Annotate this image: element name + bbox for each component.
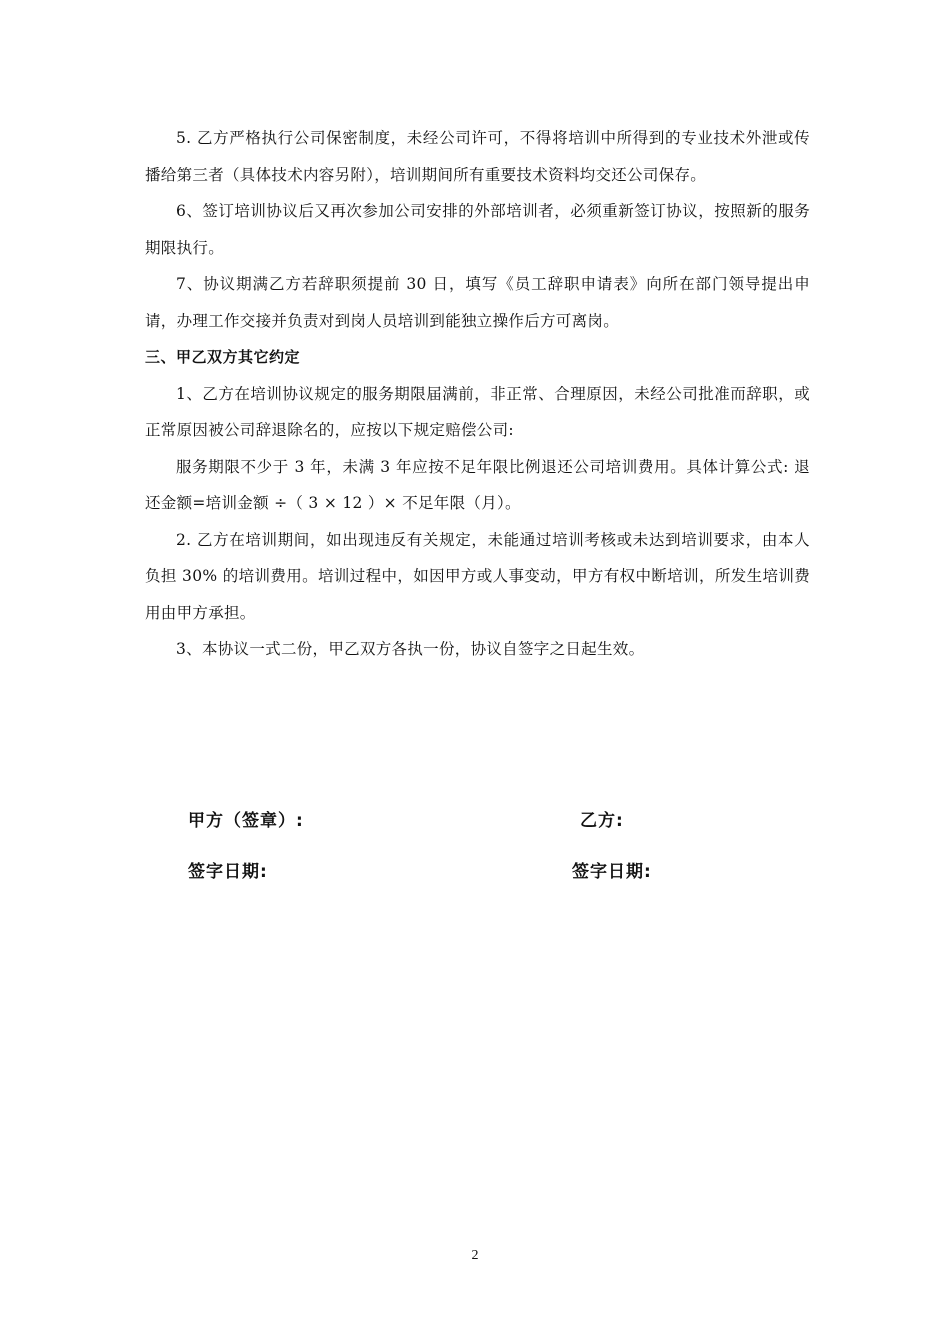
party-a-sign-date-label: 签字日期: — [188, 862, 268, 882]
party-b-sign-date-label: 签字日期: — [572, 862, 652, 882]
refund-formula-paragraph: 服务期限不少于 3 年，未满 3 年应按不足年限比例退还公司培训费用。具体计算公式: 退还金额=培训金额 ÷（ 3 × 12 ）× 不足年限（月）。 — [145, 457, 810, 512]
section-heading: 三、甲乙双方其它约定 — [145, 348, 301, 366]
page-number: 2 — [471, 1248, 479, 1263]
other-clause-2-paragraph: 2. 乙方在培训期间，如出现违反有关规定，未能通过培训考核或未达到培训要求，由本人负担 30% 的培训费用。培训过程中，如因甲方或人事变动，甲方有权中断培训，所发生培训费用由甲方承担。 — [145, 530, 810, 622]
document-body — [145, 120, 810, 668]
party-a-signature-label: 甲方（签章）: — [188, 811, 304, 831]
party-b-signature-label: 乙方: — [580, 811, 624, 831]
other-clause-1-paragraph: 1、乙方在培训协议规定的服务期限届满前，非正常、合理原因，未经公司批准而辞职，或正常原因被公司辞退除名的，应按以下规定赔偿公司: — [145, 384, 810, 439]
clause-6-paragraph: 6、签订培训协议后又再次参加公司安排的外部培训者，必须重新签订协议，按照新的服务期限执行。 — [145, 202, 810, 257]
other-clause-3-paragraph: 3、本协议一式二份，甲乙双方各执一份，协议自签字之日起生效。 — [176, 640, 645, 658]
clause-5-paragraph: 5. 乙方严格执行公司保密制度，未经公司许可，不得将培训中所得到的专业技术外泄或传播给第三者（具体技术内容另附），培训期间所有重要技术资料均交还公司保存。 — [145, 129, 810, 184]
clause-7-paragraph: 7、协议期满乙方若辞职须提前 30 日，填写《员工辞职申请表》向所在部门领导提出申请，办理工作交接并负责对到岗人员培训到能独立操作后方可离岗。 — [145, 275, 810, 330]
